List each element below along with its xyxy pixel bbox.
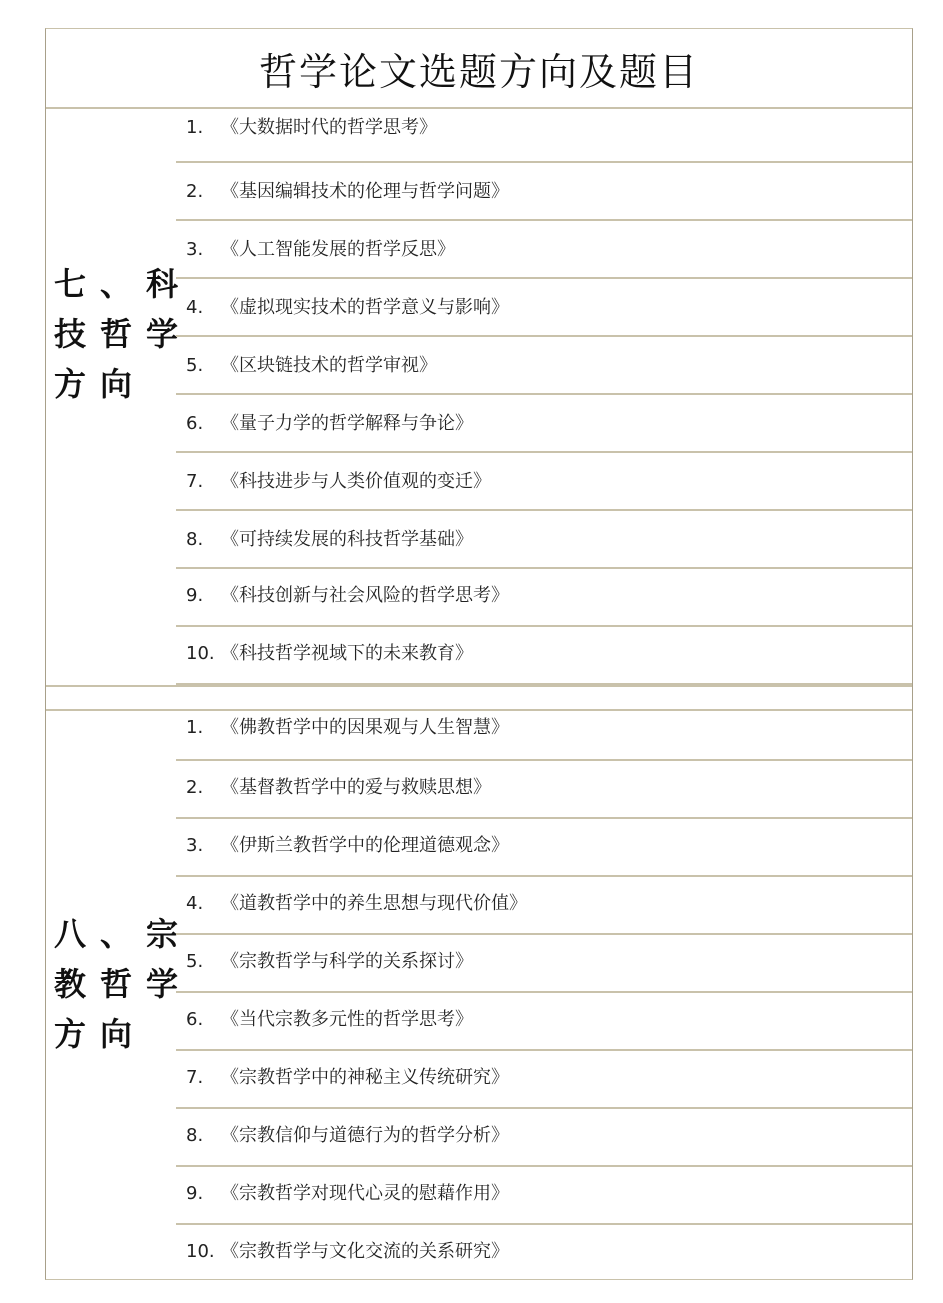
topic-item (176, 109, 912, 163)
topic-number: 9. (186, 1183, 204, 1204)
topic-number: 2. (186, 181, 204, 202)
topic-title: 《佛教哲学中的因果观与人生智慧》 (221, 717, 509, 738)
topic-number: 5. (186, 355, 204, 376)
topic-list (176, 109, 912, 685)
topic-item (176, 1051, 912, 1109)
topic-number: 4. (186, 893, 204, 914)
topic-item (176, 877, 912, 935)
topic-number: 5. (186, 951, 204, 972)
section-label (54, 259, 193, 409)
section-religion-philosophy (46, 711, 912, 1281)
section-label-line: 七、科 (54, 265, 193, 303)
topic-title: 《区块链技术的哲学审视》 (221, 355, 437, 376)
topic-number: 1. (186, 717, 204, 738)
page-title: 哲学论文选题方向及题目 (46, 29, 912, 109)
topic-title: 《科技进步与人类价值观的变迁》 (221, 471, 491, 492)
topic-title: 《人工智能发展的哲学反思》 (221, 239, 455, 260)
topic-title: 《大数据时代的哲学思考》 (221, 117, 437, 138)
section-label (54, 909, 193, 1059)
topic-item (176, 627, 912, 685)
topic-number: 6. (186, 413, 204, 434)
topic-number: 8. (186, 1125, 204, 1146)
topic-item (176, 1109, 912, 1167)
topic-list (176, 711, 912, 1281)
topic-item (176, 395, 912, 453)
section-label-line: 方向 (54, 1015, 147, 1053)
topics-table (45, 28, 913, 1280)
topic-number: 7. (186, 471, 204, 492)
topic-number: 6. (186, 1009, 204, 1030)
topic-title: 《宗教信仰与道德行为的哲学分析》 (221, 1125, 509, 1146)
topic-item (176, 453, 912, 511)
topic-item (176, 993, 912, 1051)
topic-number: 10. (186, 1241, 215, 1262)
section-label-line: 技哲学 (54, 315, 193, 353)
topic-number: 3. (186, 835, 204, 856)
divider-line (46, 685, 912, 687)
topic-title: 《基因编辑技术的伦理与哲学问题》 (221, 181, 509, 202)
section-label-line: 教哲学 (54, 965, 193, 1003)
topic-item (176, 569, 912, 627)
topic-number: 4. (186, 297, 204, 318)
topic-title: 《伊斯兰教哲学中的伦理道德观念》 (221, 835, 509, 856)
topic-number: 10. (186, 643, 215, 664)
topic-number: 8. (186, 529, 204, 550)
topic-item (176, 511, 912, 569)
topic-number: 3. (186, 239, 204, 260)
topic-title: 《宗教哲学对现代心灵的慰藉作用》 (221, 1183, 509, 1204)
section-label-line: 方向 (54, 365, 147, 403)
topic-item (176, 761, 912, 819)
topic-number: 1. (186, 117, 204, 138)
topic-item (176, 163, 912, 221)
topic-title: 《量子力学的哲学解释与争论》 (221, 413, 473, 434)
topic-title: 《当代宗教多元性的哲学思考》 (221, 1009, 473, 1030)
topic-title: 《基督教哲学中的爱与救赎思想》 (221, 777, 491, 798)
topic-item (176, 711, 912, 761)
topic-item (176, 337, 912, 395)
topic-item (176, 279, 912, 337)
topic-title: 《宗教哲学与科学的关系探讨》 (221, 951, 473, 972)
topic-title: 《科技创新与社会风险的哲学思考》 (221, 585, 509, 606)
topic-number: 2. (186, 777, 204, 798)
topic-item (176, 1167, 912, 1225)
topic-item (176, 1225, 912, 1281)
section-divider (46, 685, 912, 711)
topic-item (176, 221, 912, 279)
section-label-line: 八、宗 (54, 915, 193, 953)
topic-item (176, 819, 912, 877)
topic-title: 《宗教哲学与文化交流的关系研究》 (221, 1241, 509, 1262)
topic-title: 《可持续发展的科技哲学基础》 (221, 529, 473, 550)
topic-title: 《道教哲学中的养生思想与现代价值》 (221, 893, 527, 914)
topic-number: 7. (186, 1067, 204, 1088)
topic-title: 《宗教哲学中的神秘主义传统研究》 (221, 1067, 509, 1088)
section-tech-philosophy (46, 109, 912, 685)
topic-number: 9. (186, 585, 204, 606)
topic-title: 《科技哲学视域下的未来教育》 (221, 643, 473, 664)
topic-item (176, 935, 912, 993)
topic-title: 《虚拟现实技术的哲学意义与影响》 (221, 297, 509, 318)
